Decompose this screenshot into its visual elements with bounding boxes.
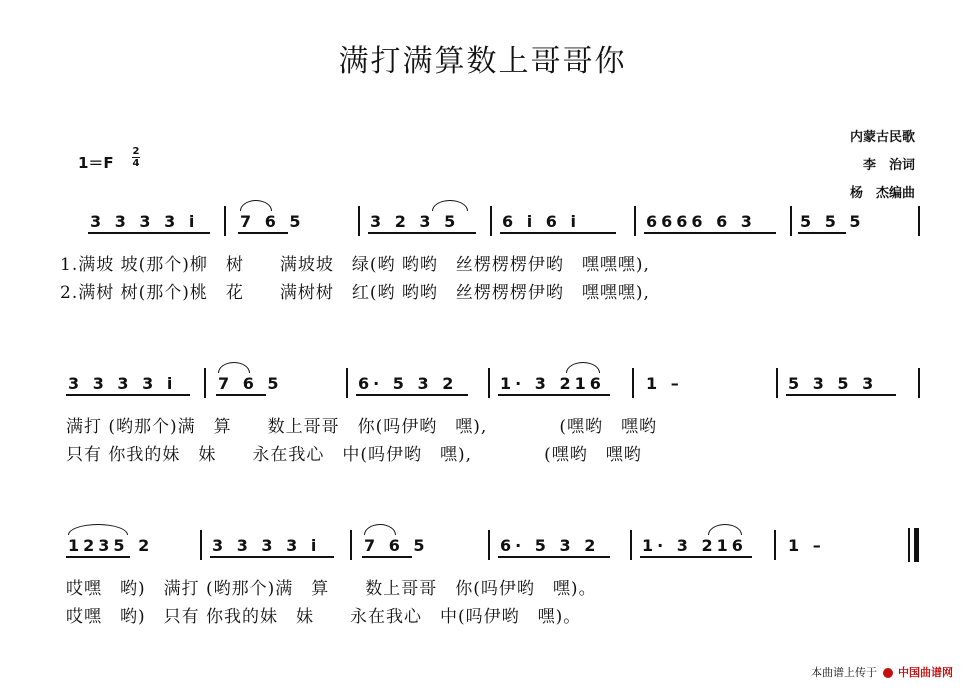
measure: 1235 2 <box>68 536 154 555</box>
final-barline-thick <box>914 528 919 562</box>
barline <box>224 206 226 236</box>
slur <box>240 200 272 211</box>
underline <box>640 556 752 558</box>
upload-credit <box>811 664 953 680</box>
underline <box>210 556 334 558</box>
measure: 1· 3 216 <box>642 536 747 555</box>
measure: 6· 5 3 2 <box>358 374 458 393</box>
slur <box>708 524 742 535</box>
barline <box>490 206 492 236</box>
measure: 6· 5 3 2 <box>500 536 600 555</box>
upload-credit-text: 本曲谱上传于 <box>811 666 877 679</box>
barline <box>776 368 778 398</box>
underline <box>498 556 610 558</box>
lyrics-verse-1: 哎嘿 哟) 满打 (哟那个)满 算 数上哥哥 你(吗伊哟 嘿)。 <box>66 579 597 599</box>
barline <box>358 206 360 236</box>
underline <box>644 232 776 234</box>
slur <box>218 362 250 373</box>
site-logo-text: 中国曲谱网 <box>898 666 953 679</box>
measure: 3 3 3 3 i <box>68 374 177 393</box>
lyrics-verse-1: 1.满坡 坡(那个)柳 树 满坡坡 绿(哟 哟哟 丝楞楞楞伊哟 嘿嘿嘿), <box>60 255 650 275</box>
time-signature <box>132 146 140 169</box>
site-logo-icon <box>883 668 893 678</box>
measure: 3 3 3 3 i <box>212 536 321 555</box>
measure: 3 2 3 5 <box>370 212 460 231</box>
slur <box>566 362 600 373</box>
slur <box>68 524 128 535</box>
credit-origin: 内蒙古民歌 <box>849 130 915 145</box>
barline <box>488 530 490 560</box>
underline <box>216 394 266 396</box>
song-title: 满打满算数上哥哥你 <box>338 44 627 79</box>
credit-lyricist: 李 治词 <box>862 158 915 173</box>
underline <box>786 394 896 396</box>
barline <box>774 530 776 560</box>
barline <box>350 530 352 560</box>
barline <box>918 206 920 236</box>
lyrics-verse-2: 哎嘿 哟) 只有 你我的妹 妹 永在我心 中(吗伊哟 嘿)。 <box>66 607 582 627</box>
measure: 7 6 5 <box>240 212 305 231</box>
lyrics-verse-2: 只有 你我的妹 妹 永在我心 中(吗伊哟 嘿), (嘿哟 嘿哟 <box>66 445 642 465</box>
measure: 6666 6 3 <box>646 212 756 231</box>
slur <box>364 524 396 535</box>
credit-arranger: 杨 杰编曲 <box>849 186 915 201</box>
underline <box>356 394 468 396</box>
slur <box>432 200 468 211</box>
underline <box>66 394 190 396</box>
key-signature: 1＝F <box>78 154 114 172</box>
barline <box>200 530 202 560</box>
measure: 1· 3 216 <box>500 374 605 393</box>
barline <box>790 206 792 236</box>
barline <box>630 530 632 560</box>
lyrics-verse-1: 满打 (哟那个)满 算 数上哥哥 你(吗伊哟 嘿), (嘿哟 嘿哟 <box>66 417 657 437</box>
measure: 3 3 3 3 i <box>90 212 199 231</box>
barline <box>204 368 206 398</box>
meter-denominator: 4 <box>132 158 140 169</box>
underline <box>238 232 288 234</box>
measure: 6 i 6 i <box>502 212 580 231</box>
measure: 5 5 5 <box>800 212 865 231</box>
underline <box>798 232 846 234</box>
measure: 5 3 5 3 <box>788 374 878 393</box>
underline <box>88 232 210 234</box>
measure: 1 – <box>646 374 683 393</box>
underline <box>498 394 610 396</box>
underline <box>66 556 130 558</box>
underline <box>362 556 412 558</box>
barline <box>346 368 348 398</box>
barline <box>634 206 636 236</box>
lyrics-verse-2: 2.满树 树(那个)桃 花 满树树 红(哟 哟哟 丝楞楞楞伊哟 嘿嘿嘿), <box>60 283 650 303</box>
barline <box>632 368 634 398</box>
measure: 7 6 5 <box>364 536 429 555</box>
underline <box>368 232 476 234</box>
underline <box>500 232 616 234</box>
barline <box>488 368 490 398</box>
measure: 1 – <box>788 536 825 555</box>
barline <box>918 368 920 398</box>
final-barline-thin <box>908 528 910 562</box>
meter-numerator: 2 <box>132 146 140 157</box>
measure: 7 6 5 <box>218 374 283 393</box>
